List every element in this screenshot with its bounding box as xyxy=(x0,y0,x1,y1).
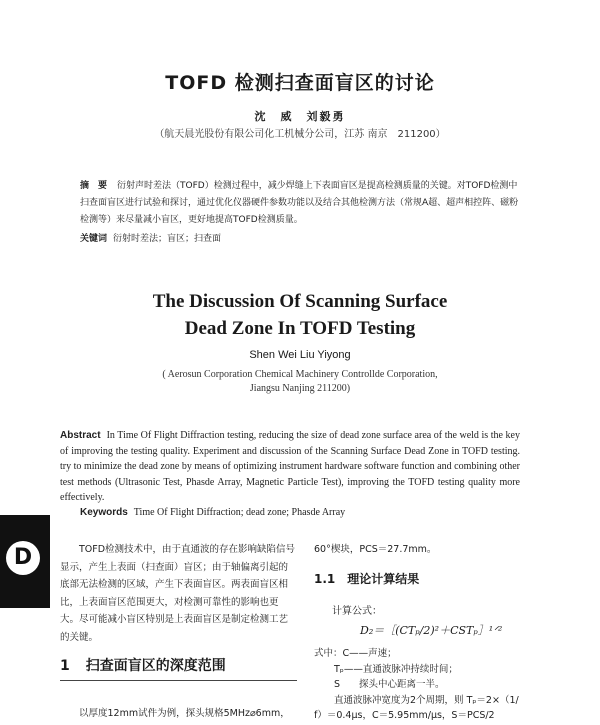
english-abstract xyxy=(60,428,520,506)
intro-paragraph: TOFD检测技术中，由于直通波的存在影响缺陷信号显示，产生上表面（扫查面）盲区；由于轴偏离引起的底部无法检测的区域，产生下表面盲区。两表面盲区相比，上表面盲区范围更大，对检测可靠性的影响也更大。尽可能减小盲区特别是上表面盲区是制定检测工艺的关键。 xyxy=(60,544,296,643)
english-affiliation xyxy=(0,368,600,396)
section11-number: 1.1 xyxy=(314,572,336,586)
english-abstract-label: Abstract xyxy=(60,430,101,441)
chinese-abstract-text: 衍射声时差法（TOFD）检测过程中，减少焊缝上下表面盲区是提高检测质量的关键。对TOFD检测中扫查面盲区进行试验和探讨，通过优化仪器硬件参数功能以及结合其他检测方法（常规A超、超声相控阵、磁粉检测等）来尽量减小盲区，更好地提高TOFD检测质量。 xyxy=(80,181,519,225)
where-line-2: Tₚ——直通波脉冲持续时间； xyxy=(334,663,458,675)
dead-zone-formula: D₂＝［(CTₚ/2)²＋CSTₚ］¹ᐟ² xyxy=(360,624,503,637)
section1-heading xyxy=(60,655,242,675)
section1-number: 1 xyxy=(60,658,70,674)
english-affiliation-line2: Jiangsu Nanjing 211200) xyxy=(249,383,351,394)
where-line-1: 式中：C——声速； xyxy=(314,648,397,659)
section-divider xyxy=(60,680,297,681)
english-keywords xyxy=(80,507,520,518)
section1-title: 扫查面盲区的深度范围 xyxy=(85,658,226,674)
chinese-keywords-label: 关键词 xyxy=(80,234,108,244)
english-title-line2: Dead Zone In TOFD Testing xyxy=(184,318,416,339)
section11-heading xyxy=(314,570,431,587)
calculation-label: 计算公式： xyxy=(332,606,382,617)
section11-title: 理论计算结果 xyxy=(347,572,420,586)
where-line-3: S 探头中心距离一半。 xyxy=(334,679,445,690)
english-abstract-text: In Time Of Flight Diffraction testing, reducing the size of dead zone surface area of the weld is the key of improving the testing quality. Experiment and discussion of the Scanning Surface Dead Zone in TOFD testing. try to minimize the dead zone by means of optimizing instrument hardware software function and combining other test methods (Ultrasonic Test, Phasde Array, Magnetic Particle Test), improving the TOFD testing quality more effectively. xyxy=(60,430,520,503)
english-authors: Shen Wei Liu Yiyong xyxy=(249,349,351,361)
english-affiliation-line1: ( Aerosun Corporation Chemical Machinery Controllde Corporation, xyxy=(162,369,438,380)
section1-first-line: 以厚度12mm试件为例，探头规格5MHz⌀6mm， xyxy=(79,708,290,719)
right-column-top-line: 60°楔块，PCS＝27.7mm。 xyxy=(314,544,437,555)
chinese-keywords-text: 衍射时差法；盲区；扫查面 xyxy=(113,234,222,244)
badge-letter: D xyxy=(13,545,33,570)
chinese-keywords xyxy=(80,231,520,244)
formula-definitions xyxy=(314,646,586,724)
english-title-line1: The Discussion Of Scanning Surface xyxy=(152,291,448,312)
english-title xyxy=(0,288,600,342)
chinese-authors: 沈 威 刘毅勇 xyxy=(254,110,346,123)
chinese-affiliation: （航天晨光股份有限公司化工机械分公司，江苏 南京 211200） xyxy=(154,129,446,140)
chinese-abstract xyxy=(80,178,520,229)
where-line-5: f）＝0.4μs，C＝5.95mm/μs，S＝PCS/2 xyxy=(314,710,495,721)
section-side-badge xyxy=(0,515,50,608)
where-line-4: 直通波脉冲宽度为2个周期，则 Tₚ＝2×（1/ xyxy=(334,694,519,706)
chinese-title: TOFD 检测扫查面盲区的讨论 xyxy=(165,72,435,94)
english-keywords-label: Keywords xyxy=(80,507,128,518)
english-keywords-text: Time Of Flight Diffraction; dead zone; Phasde Array xyxy=(133,507,346,518)
chinese-abstract-label: 摘 要 xyxy=(80,181,108,191)
